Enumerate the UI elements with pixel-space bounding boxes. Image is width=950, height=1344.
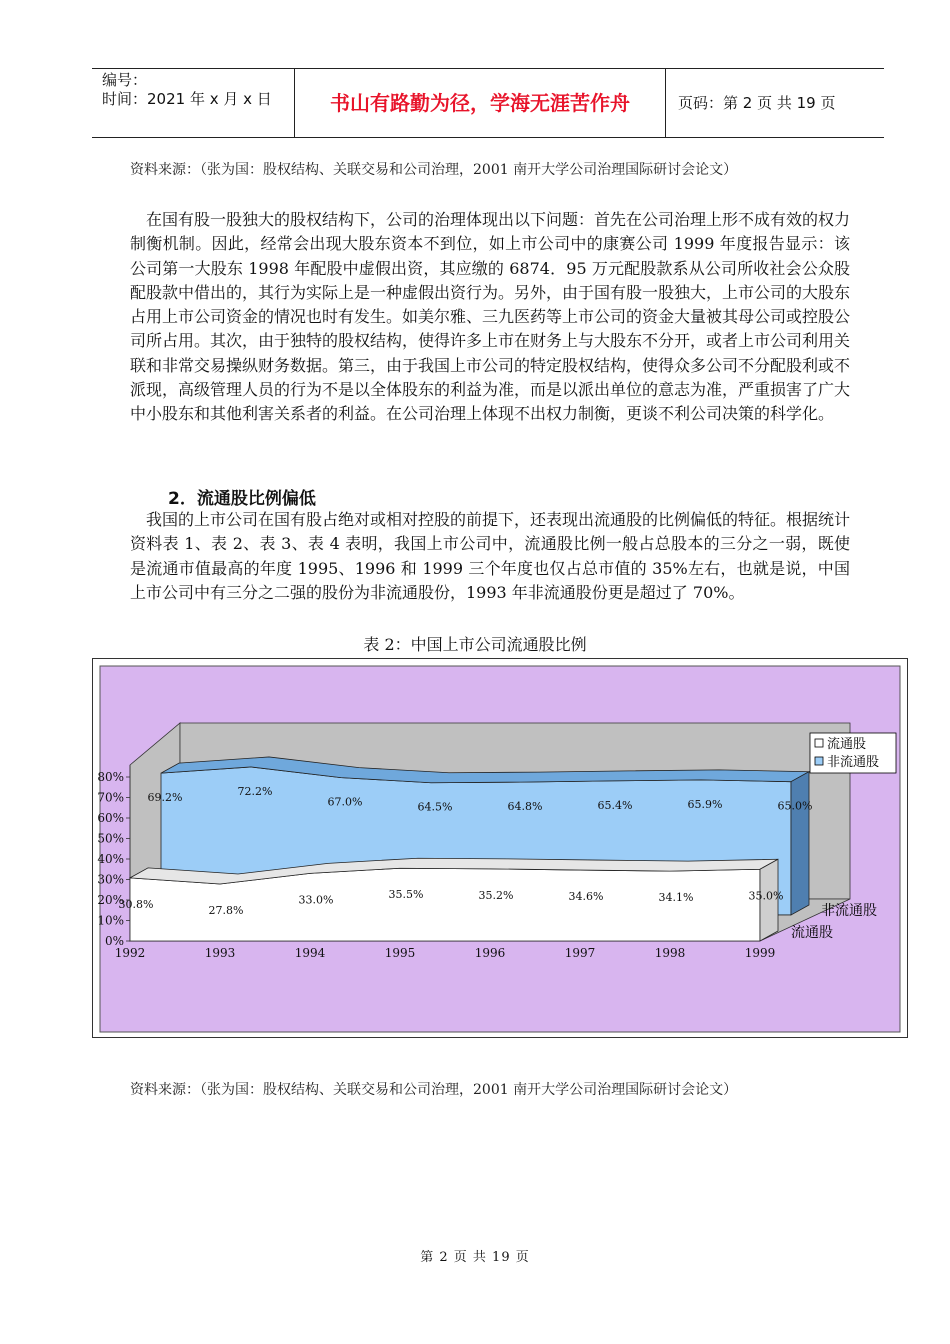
x-tick-label: 1998 — [654, 946, 686, 960]
x-tick-label: 1992 — [114, 946, 146, 960]
data-label-liutong: 35.0% — [748, 889, 784, 903]
data-label-liutong: 30.8% — [118, 897, 154, 911]
y-tick-label: 10% — [97, 913, 124, 928]
section-heading: 2．流通股比例偏低 — [168, 489, 316, 509]
x-tick-label: 1999 — [744, 946, 776, 960]
x-tick-label: 1996 — [474, 946, 506, 960]
source-note-top: 资料来源：（张为国：股权结构、关联交易和公司治理，2001 南开大学公司治理国际研讨会论文） — [130, 162, 738, 178]
page-header — [92, 68, 884, 138]
source-note-bottom: 资料来源：（张为国：股权结构、关联交易和公司治理，2001 南开大学公司治理国际研讨会论文） — [130, 1082, 738, 1098]
y-tick-label: 40% — [97, 852, 124, 866]
data-label-liutong: 34.6% — [568, 890, 604, 904]
legend-swatch-liutong — [815, 739, 823, 747]
x-tick-label: 1997 — [564, 946, 596, 960]
data-label-liutong: 34.1% — [658, 891, 694, 905]
x-tick-label: 1993 — [204, 946, 236, 960]
data-label-feiliutong: 65.4% — [597, 798, 633, 812]
page-footer: 第 2 页 共 19 页 — [420, 1250, 530, 1265]
chart-svg — [93, 659, 907, 1037]
legend-label-liutong: 流通股 — [827, 737, 867, 752]
data-label-feiliutong: 65.9% — [687, 797, 723, 811]
data-label-feiliutong: 64.8% — [507, 800, 543, 814]
chart-frame — [92, 658, 908, 1038]
y-tick-label: 50% — [97, 831, 124, 846]
y-tick-label: 20% — [97, 893, 124, 907]
header-meta — [92, 69, 294, 137]
y-tick-label: 70% — [97, 790, 124, 805]
data-label-liutong: 35.5% — [388, 888, 424, 902]
y-tick-label: 60% — [97, 811, 124, 825]
data-label-liutong: 33.0% — [298, 893, 334, 907]
x-tick-label: 1994 — [294, 946, 326, 960]
legend-label-feiliutong: 非流通股 — [827, 755, 880, 770]
depth-label-front: 流通股 — [791, 925, 833, 941]
data-label-liutong: 27.8% — [208, 904, 244, 918]
table-caption: 表 2：中国上市公司流通股比例 — [363, 635, 587, 654]
paragraph-2: 我国的上市公司在国有股占绝对或相对控股的前提下，还表现出流通股的比例偏低的特征。根据统计资料表 1、表 2、表 3、表 4 表明，我国上市公司中，流通股比例一般占总股本的三分之一弱，既使是流通市值最高的年度 1995、1996 和 1999 三个年度也仅占总市值的 35%左右，也就是说，中国上市公司中有三分之二强的股份为非流通股份，1993 年非流通股份更是超过了 70%。 — [130, 510, 851, 602]
y-tick-label: 0% — [104, 934, 124, 948]
paragraph-1: 在国有股一股独大的股权结构下，公司的治理体现出以下问题：首先在公司治理上形不成有效的权力制衡机制。因此，经常会出现大股东资本不到位，如上市公司中的康赛公司 1999 年度报告显示：该公司第一大股东 1998 年配股中虚假出资，其应缴的 6874．95 万元配股款系从公司所收社会公众股配股款中借出的，其行为实际上是一种虚假出资行为。另外，由于国有股一股独大，上市公司的大股东占用上市公司资金的情况也时有发生。如美尔雅、三九医药等上市公司的资金大量被其母公司或控股公司所占用。其次，由于独特的股权结构，使得许多上市在财务上与大股东不分开，或者上市公司利用关联和非常交易操纵财务数据。第三，由于我国上市公司的特定股权结构，使得众多公司不分配股利或不派现，高级管理人员的行为不是以全体股东的利益为准，而是以派出单位的意志为准，严重损害了广大中小股东和其他利害关系者的利益。在公司治理上体现不出权力制衡，更谈不利公司决策的科学化。 — [130, 210, 851, 424]
y-tick-label: 80% — [97, 770, 124, 784]
header-motto: 书山有路勤为径，学海无涯苦作舟 — [294, 69, 666, 137]
depth-label-back: 非流通股 — [821, 903, 877, 919]
series-side-feiliutong — [791, 772, 809, 915]
data-label-feiliutong: 67.0% — [327, 795, 363, 809]
data-label-liutong: 35.2% — [478, 888, 514, 902]
legend — [810, 733, 896, 773]
data-label-feiliutong: 64.5% — [417, 800, 453, 814]
x-tick-label: 1995 — [384, 946, 416, 960]
number-label: 编号： — [102, 71, 148, 89]
time-label: 时间：2021 年 x 月 x 日 — [102, 90, 272, 108]
header-page-label: 页码：第 2 页 共 19 页 — [678, 94, 836, 112]
y-tick-label: 30% — [97, 872, 124, 887]
data-label-feiliutong: 65.0% — [777, 799, 813, 813]
legend-swatch-feiliutong — [815, 757, 823, 765]
data-label-feiliutong: 72.2% — [237, 784, 273, 798]
data-label-feiliutong: 69.2% — [147, 791, 183, 805]
